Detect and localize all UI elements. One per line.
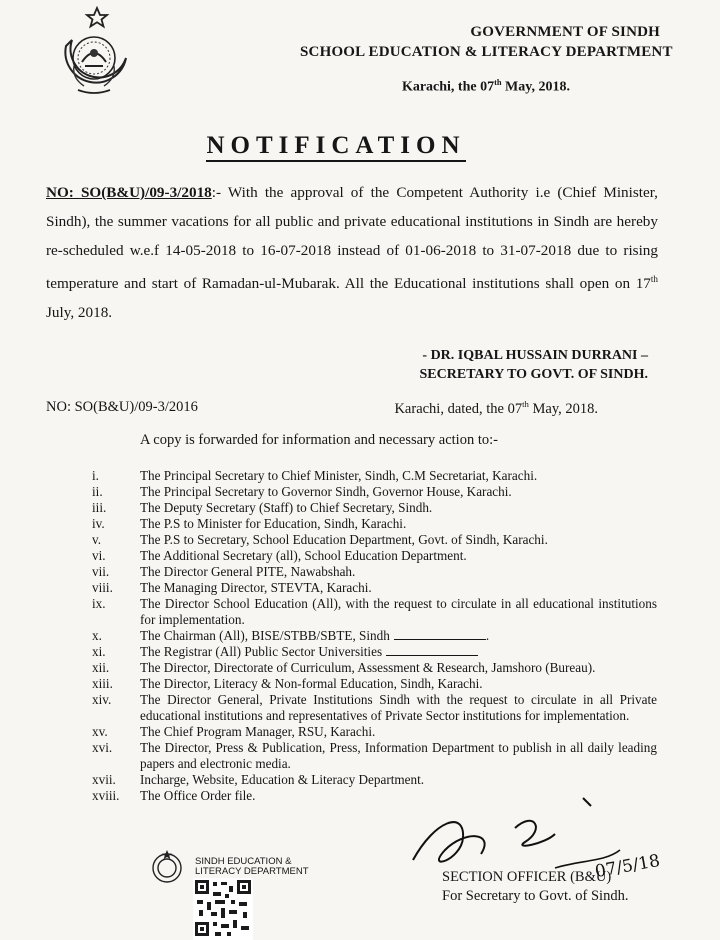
recipient-number: xi. bbox=[92, 644, 106, 659]
recipient-number: vi. bbox=[92, 548, 106, 563]
recipient-text: The Office Order file. bbox=[140, 788, 256, 803]
recipient-text: The P.S to Minister for Education, Sindh, Karachi. bbox=[140, 516, 407, 531]
signatory-block bbox=[330, 346, 648, 384]
reference-number: NO: SO(B&U)/09-3/2018 bbox=[46, 184, 212, 201]
recipient-text: The Director, Literacy & Non-formal Education, Sindh, Karachi. bbox=[140, 676, 483, 691]
signature-date: 07/5/18 bbox=[593, 850, 662, 883]
qr-stamp-label: SINDH EDUCATION & LITERACY DEPARTMENT bbox=[195, 856, 309, 877]
recipient-list bbox=[92, 468, 657, 804]
fill-in-blank-line bbox=[394, 628, 486, 640]
recipient-item bbox=[92, 676, 657, 692]
recipient-item bbox=[92, 564, 657, 580]
notification-body bbox=[46, 178, 658, 327]
recipient-number: i. bbox=[92, 468, 99, 483]
recipient-text: The P.S to Secretary, School Education Department, Govt. of Sindh, Karachi. bbox=[140, 532, 548, 547]
recipient-text: The Director School Education (All), with the request to circulate in all educational institutions for implementation. bbox=[140, 596, 657, 627]
recipient-item bbox=[92, 516, 657, 532]
recipient-number: xvi. bbox=[92, 740, 113, 755]
recipient-item bbox=[92, 500, 657, 516]
recipient-text: The Director General PITE, Nawabshah. bbox=[140, 564, 356, 579]
signatory-designation: SECRETARY TO GOVT. OF SINDH. bbox=[419, 367, 648, 382]
recipient-item bbox=[92, 740, 657, 772]
recipient-item bbox=[92, 772, 657, 788]
section-officer-signoff bbox=[442, 868, 628, 906]
recipient-text: The Managing Director, STEVTA, Karachi. bbox=[140, 580, 372, 595]
recipient-item bbox=[92, 484, 657, 500]
recipient-item bbox=[92, 468, 657, 484]
department-name: SCHOOL EDUCATION & LITERACY DEPARTMENT bbox=[300, 44, 673, 60]
reference-suffix: :- bbox=[211, 184, 222, 201]
recipient-item bbox=[92, 532, 657, 548]
recipient-item bbox=[92, 644, 657, 660]
recipient-text: The Deputy Secretary (Staff) to Chief Secretary, Sindh. bbox=[140, 500, 433, 515]
recipient-item bbox=[92, 660, 657, 676]
recipient-item bbox=[92, 628, 657, 644]
recipient-number: xii. bbox=[92, 660, 110, 675]
recipient-item bbox=[92, 548, 657, 564]
recipient-number: xiv. bbox=[92, 692, 112, 707]
recipient-number: x. bbox=[92, 628, 102, 643]
recipient-item bbox=[92, 692, 657, 724]
recipient-text: The Principal Secretary to Governor Sindh, Governor House, Karachi. bbox=[140, 484, 512, 499]
recipient-text: The Director General, Private Institutions Sindh with the request to circulate in all Private educational institutions and representatives of Private Sector institutions for implementation. bbox=[140, 692, 657, 723]
recipient-text: The Chairman (All), BISE/STBB/SBTE, Sindh . bbox=[140, 628, 490, 643]
recipient-item bbox=[92, 580, 657, 596]
recipient-number: xiii. bbox=[92, 676, 113, 691]
recipient-number: vii. bbox=[92, 564, 110, 579]
recipient-number: ix. bbox=[92, 596, 106, 611]
recipient-number: xv. bbox=[92, 724, 108, 739]
section-officer-title: SECTION OFFICER (B&U) bbox=[442, 869, 612, 885]
letterhead bbox=[300, 22, 673, 62]
recipient-number: xvii. bbox=[92, 772, 116, 787]
recipient-text: The Chief Program Manager, RSU, Karachi. bbox=[140, 724, 376, 739]
recipient-number: xviii. bbox=[92, 788, 120, 803]
body-text: With the approval of the Competent Authority i.e (Chief Minister, Sindh), the summer vacations for all public and private educational institutions in Sindh are hereby re-scheduled w.e.f 14-05-2018 to 16-07-2018 instead of 01-06-2018 to 31-07-2018 due to rising temperature and start of Ramadan-ul-Mubarak. All the Educational institutions shall open on 17th July, 2018. bbox=[46, 184, 658, 322]
recipient-number: iii. bbox=[92, 500, 107, 515]
recipient-text: The Director, Press & Publication, Press, Information Department to publish in all daily leading papers and electronic media. bbox=[140, 740, 657, 771]
recipient-text: The Principal Secretary to Chief Minister, Sindh, C.M Secretariat, Karachi. bbox=[140, 468, 538, 483]
recipient-number: iv. bbox=[92, 516, 105, 531]
fill-in-blank-line bbox=[386, 644, 478, 656]
recipient-text: The Registrar (All) Public Sector Universities bbox=[140, 644, 657, 660]
recipient-number: v. bbox=[92, 532, 102, 547]
government-name: GOVERNMENT OF SINDH bbox=[470, 24, 660, 40]
recipient-text: Incharge, Website, Education & Literacy Department. bbox=[140, 772, 425, 787]
recipient-number: viii. bbox=[92, 580, 113, 595]
endorsement-date: Karachi, dated, the 07th May, 2018. bbox=[394, 399, 598, 417]
sindh-government-emblem-logo bbox=[52, 6, 132, 98]
recipient-item bbox=[92, 724, 657, 740]
recipient-number: ii. bbox=[92, 484, 103, 499]
notification-date: Karachi, the 07th May, 2018. bbox=[401, 78, 570, 95]
copy-forward-line: A copy is forwarded for information and necessary action to:- bbox=[140, 432, 498, 448]
document-title: NOTIFICATION bbox=[0, 132, 672, 160]
recipient-text: The Director, Directorate of Curriculum, Assessment & Research, Jamshoro (Bureau). bbox=[140, 660, 596, 675]
endorsement-reference: NO: SO(B&U)/09-3/2016 bbox=[46, 399, 198, 415]
signatory-name: - DR. IQBAL HUSSAIN DURRANI – bbox=[422, 348, 648, 363]
section-officer-behalf: For Secretary to Govt. of Sindh. bbox=[442, 888, 629, 904]
recipient-item bbox=[92, 596, 657, 628]
recipient-text: The Additional Secretary (all), School Education Department. bbox=[140, 548, 467, 563]
